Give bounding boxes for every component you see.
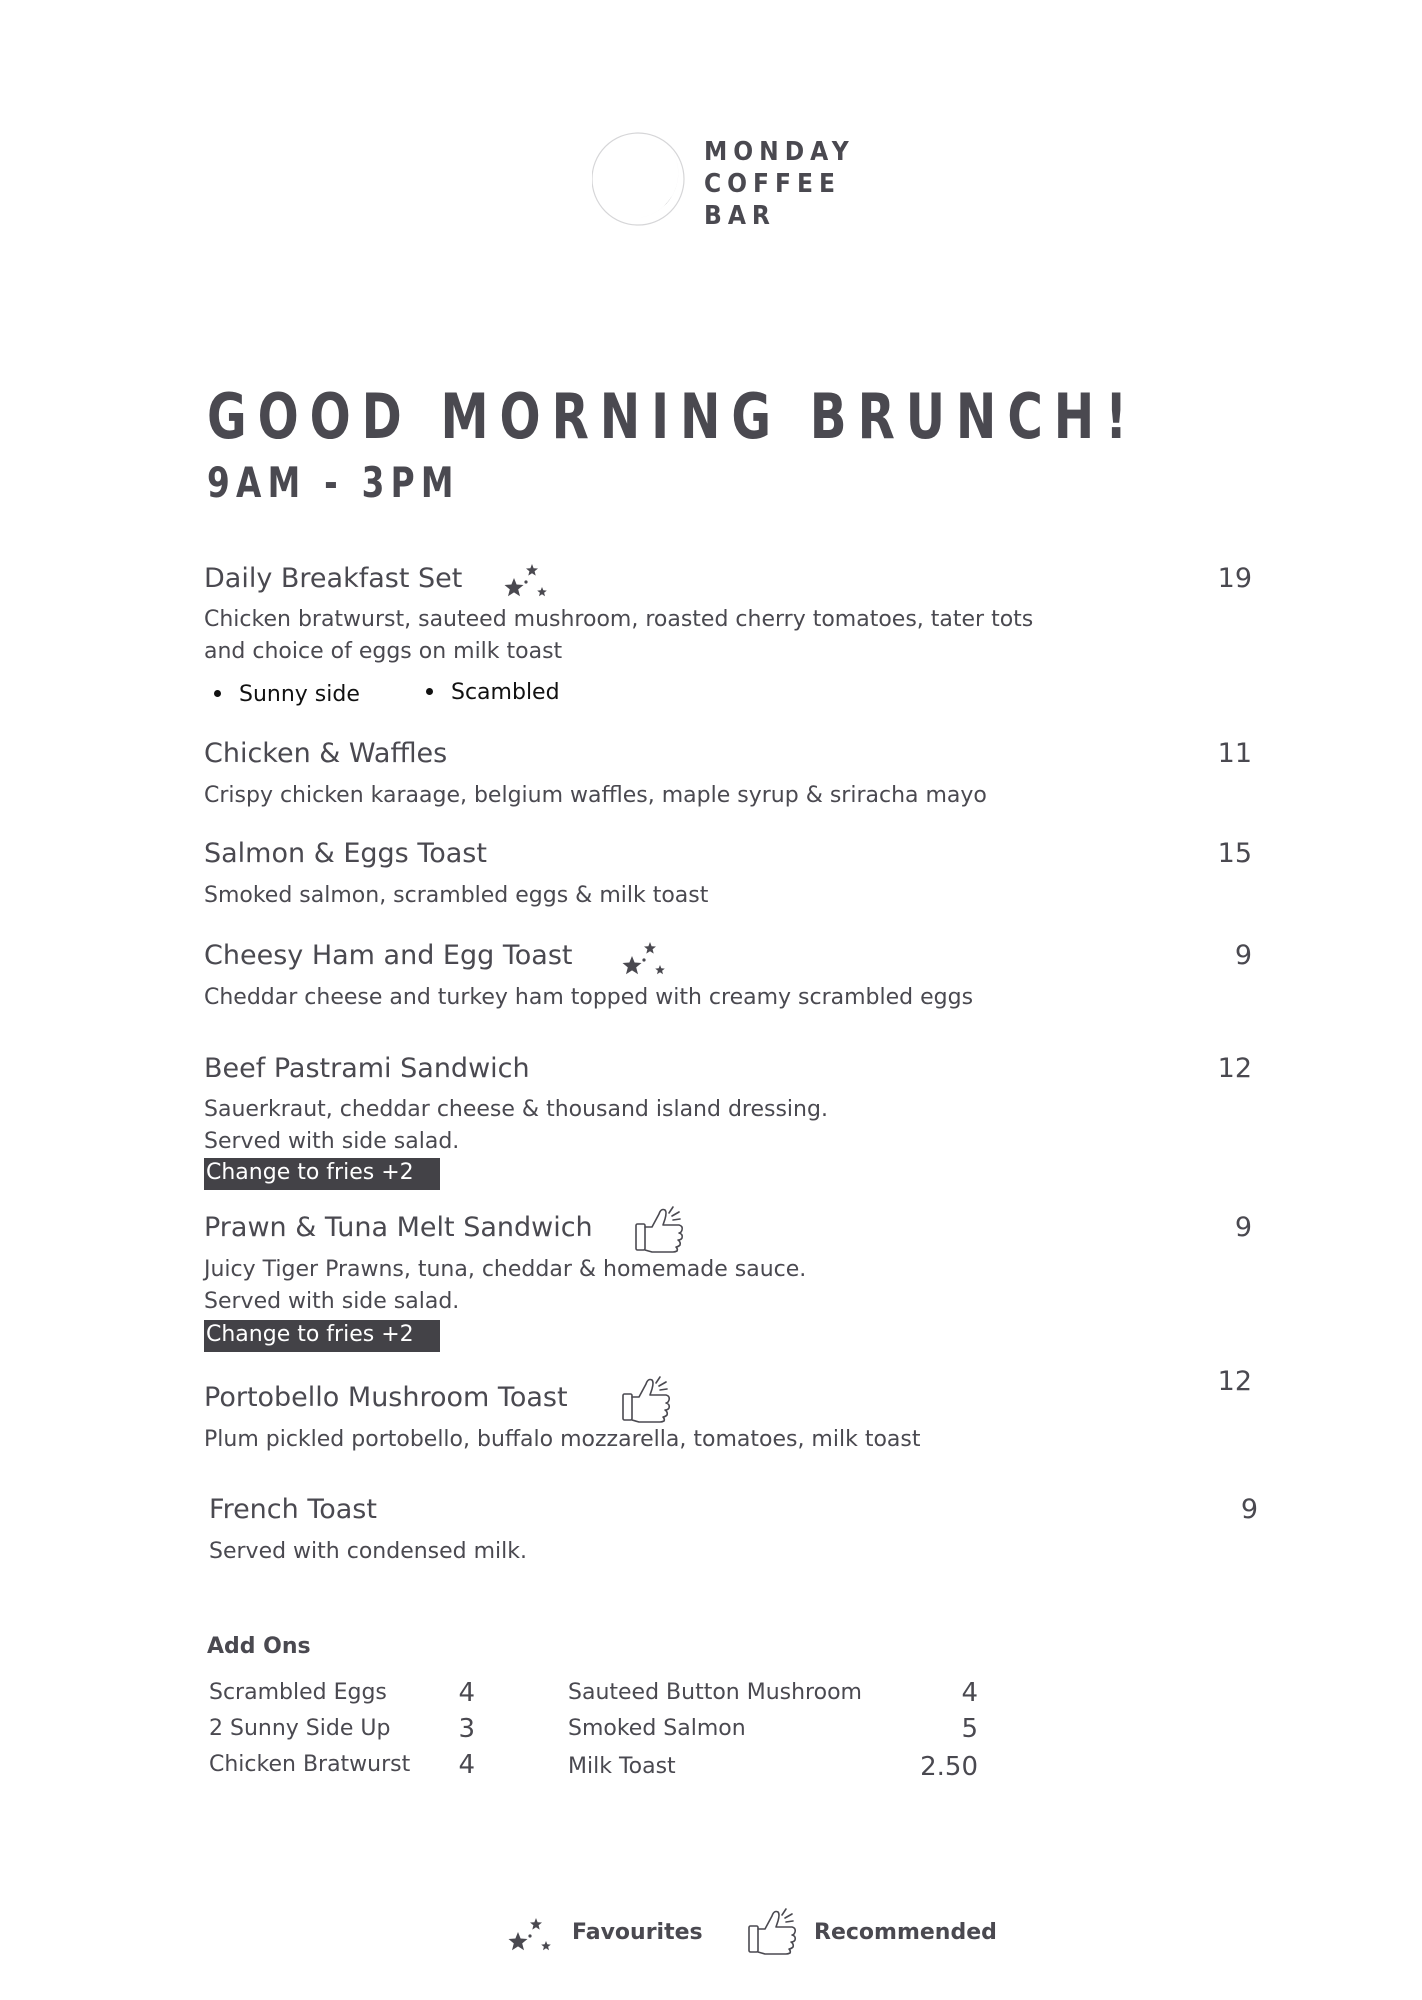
legend-favourites: Favourites bbox=[572, 1920, 703, 1945]
recommended-thumbs-up-icon bbox=[633, 1204, 687, 1254]
addon-name: Milk Toast bbox=[568, 1754, 676, 1779]
menu-item-price: 15 bbox=[1217, 838, 1252, 869]
legend-recommended: Recommended bbox=[814, 1920, 997, 1945]
addon-name: Chicken Bratwurst bbox=[209, 1752, 411, 1777]
menu-item-price: 12 bbox=[1217, 1053, 1252, 1084]
favourite-stars-icon bbox=[506, 1916, 556, 1956]
menu-item-description: Smoked salmon, scrambled eggs & milk toast bbox=[204, 883, 709, 908]
bullet-icon bbox=[214, 690, 221, 697]
menu-item-description-line-2: Served with side salad. bbox=[204, 1129, 460, 1154]
moon-logo-icon bbox=[592, 132, 692, 232]
menu-item-description: Chicken bratwurst, sauteed mushroom, roasted cherry tomatoes, tater tots and choice of eggs on milk toast bbox=[204, 607, 1034, 664]
menu-item-name: Cheesy Ham and Egg Toast bbox=[204, 940, 573, 971]
change-to-fries-tag: Change to fries +2 bbox=[204, 1158, 440, 1190]
recommended-thumbs-up-icon bbox=[746, 1906, 800, 1956]
menu-item-name: French Toast bbox=[209, 1494, 377, 1525]
menu-item-name: Salmon & Eggs Toast bbox=[204, 838, 487, 869]
brand-name bbox=[704, 136, 855, 232]
page-title: GOOD MORNING BRUNCH! bbox=[207, 380, 1139, 453]
menu-item-price: 12 bbox=[1217, 1366, 1252, 1397]
favourite-stars-icon bbox=[502, 562, 552, 602]
menu-item-name: Chicken & Waffles bbox=[204, 738, 448, 769]
egg-option: Sunny side bbox=[214, 682, 360, 707]
menu-item-description: Served with condensed milk. bbox=[209, 1539, 528, 1564]
addon-name: 2 Sunny Side Up bbox=[209, 1716, 391, 1741]
recommended-thumbs-up-icon bbox=[620, 1374, 674, 1424]
favourite-stars-icon bbox=[620, 940, 670, 980]
menu-item-description: Sauerkraut, cheddar cheese & thousand island dressing. bbox=[204, 1097, 828, 1122]
menu-item-description: Plum pickled portobello, buffalo mozzarella, tomatoes, milk toast bbox=[204, 1427, 921, 1452]
brand-logo bbox=[592, 132, 855, 232]
addon-price: 4 bbox=[961, 1678, 978, 1708]
brand-line-3: BAR bbox=[704, 201, 776, 231]
menu-item-description: Crispy chicken karaage, belgium waffles, maple syrup & sriracha mayo bbox=[204, 783, 987, 808]
addon-price: 4 bbox=[458, 1678, 475, 1708]
egg-option: Scambled bbox=[426, 680, 560, 705]
brand-line-1: MONDAY bbox=[704, 137, 855, 167]
addon-name: Sauteed Button Mushroom bbox=[568, 1680, 862, 1705]
addon-name: Smoked Salmon bbox=[568, 1716, 746, 1741]
menu-item-name: Beef Pastrami Sandwich bbox=[204, 1053, 530, 1084]
menu-item-description: Cheddar cheese and turkey ham topped with creamy scrambled eggs bbox=[204, 985, 974, 1010]
addons-title: Add Ons bbox=[207, 1634, 311, 1659]
bullet-icon bbox=[426, 688, 433, 695]
addon-price: 2.50 bbox=[920, 1752, 978, 1782]
menu-item-description-line-2: Served with side salad. bbox=[204, 1289, 460, 1314]
menu-item-price: 19 bbox=[1217, 563, 1252, 594]
menu-item-name: Portobello Mushroom Toast bbox=[204, 1382, 568, 1413]
menu-item-description: Juicy Tiger Prawns, tuna, cheddar & homemade sauce. bbox=[204, 1257, 807, 1282]
opening-hours: 9AM - 3PM bbox=[207, 458, 460, 507]
menu-item-price: 11 bbox=[1217, 738, 1252, 769]
menu-item-price: 9 bbox=[1240, 1494, 1258, 1525]
menu-item-name: Daily Breakfast Set bbox=[204, 563, 463, 594]
menu-item-price: 9 bbox=[1234, 1212, 1252, 1243]
addon-price: 5 bbox=[961, 1714, 978, 1744]
change-to-fries-tag: Change to fries +2 bbox=[204, 1320, 440, 1352]
menu-item-name: Prawn & Tuna Melt Sandwich bbox=[204, 1212, 593, 1243]
brand-line-2: COFFEE bbox=[704, 169, 841, 199]
addon-price: 4 bbox=[458, 1750, 475, 1780]
addon-price: 3 bbox=[458, 1714, 475, 1744]
menu-item-price: 9 bbox=[1234, 940, 1252, 971]
addon-name: Scrambled Eggs bbox=[209, 1680, 387, 1705]
